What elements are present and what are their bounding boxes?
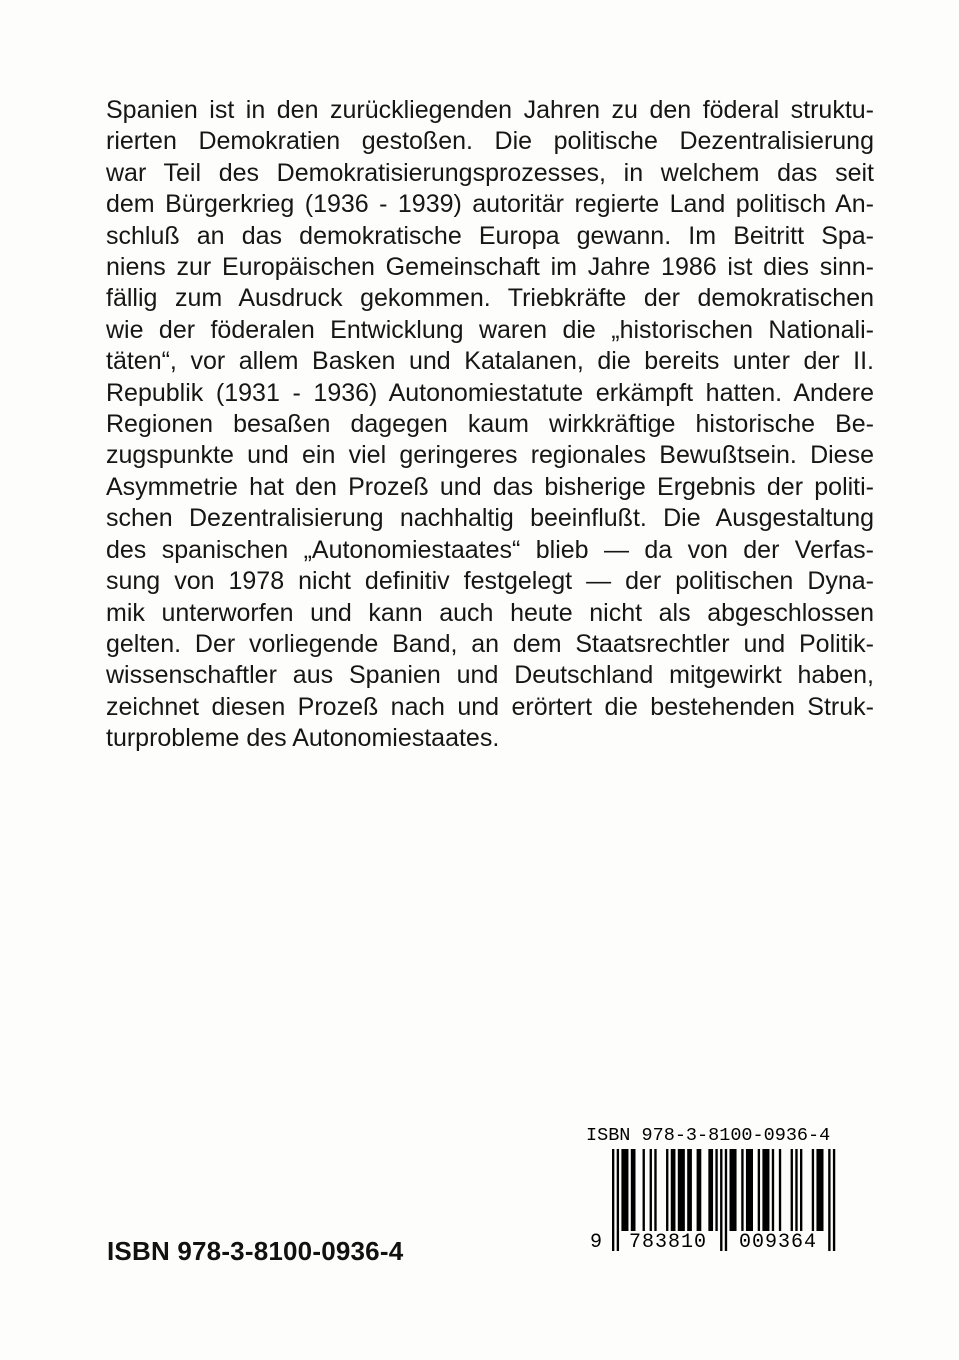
isbn-label: ISBN 978-3-8100-0936-4 (107, 1236, 404, 1266)
ean13-barcode (586, 1149, 836, 1257)
barcode-digit-first: 9 (590, 1231, 604, 1254)
blurb-line: Asymmetrie hat den Prozeß und das bisherige Ergebnis der politi- (106, 472, 874, 501)
blurb-line: Republik (1931 - 1936) Autonomiestatute erkämpft hatten. Andere (106, 378, 874, 407)
blurb-line: schen Dezentralisierung nachhaltig beeinflußt. Die Ausgestaltung (106, 504, 874, 533)
barcode (586, 1125, 842, 1257)
blurb-line: sung von 1978 nicht definitiv festgelegt — der politischen Dyna- (106, 567, 874, 596)
blurb-line: wie der föderalen Entwicklung waren die „historischen Nationali- (106, 315, 874, 344)
blurb-line: fällig zum Ausdruck gekommen. Triebkräfte der demokratischen (106, 284, 874, 313)
blurb-line: Spanien ist in den zurückliegenden Jahren zu den föderal struktu- (106, 96, 874, 124)
blurb-line: des spanischen „Autonomiestaates“ blieb — da von der Verfas- (106, 535, 874, 564)
barcode-isbn-text: ISBN 978-3-8100-0936-4 (586, 1125, 831, 1146)
blurb-line: turprobleme des Autonomiestaates. (106, 724, 500, 753)
blurb-line: täten“, vor allem Basken und Katalanen, die bereits unter der II. (106, 347, 874, 376)
blurb-line: rierten Demokratien gestoßen. Die politische Dezentralisierung (106, 127, 874, 156)
blurb-line: zugspunkte und ein viel geringeres regionales Bewußtsein. Diese (106, 441, 874, 470)
barcode-digits-left-group: 783810 (629, 1231, 708, 1254)
blurb-line: niens zur Europäischen Gemeinschaft im Jahre 1986 ist dies sinn- (106, 253, 874, 282)
blurb-line: mik unterworfen und kann auch heute nicht als abgeschlossen (106, 598, 874, 627)
blurb-line: Regionen besaßen dagegen kaum wirkkräftige historische Be- (106, 410, 874, 439)
back-cover-blurb (106, 95, 874, 755)
barcode-digits-right-group: 009364 (739, 1231, 818, 1254)
blurb-line: zeichnet diesen Prozeß nach und erörtert die bestehenden Struk- (106, 692, 874, 721)
blurb-line: schluß an das demokratische Europa gewann. Im Beitritt Spa- (106, 221, 874, 250)
blurb-line: wissenschaftler aus Spanien und Deutschland mitgewirkt haben, (106, 661, 874, 690)
blurb-line: war Teil des Demokratisierungsprozesses, in welchem das seit (106, 158, 874, 187)
blurb-line: dem Bürgerkrieg (1936 - 1939) autoritär regierte Land politisch An- (106, 190, 874, 219)
blurb-line: gelten. Der vorliegende Band, an dem Staatsrechtler und Politik- (106, 629, 874, 658)
